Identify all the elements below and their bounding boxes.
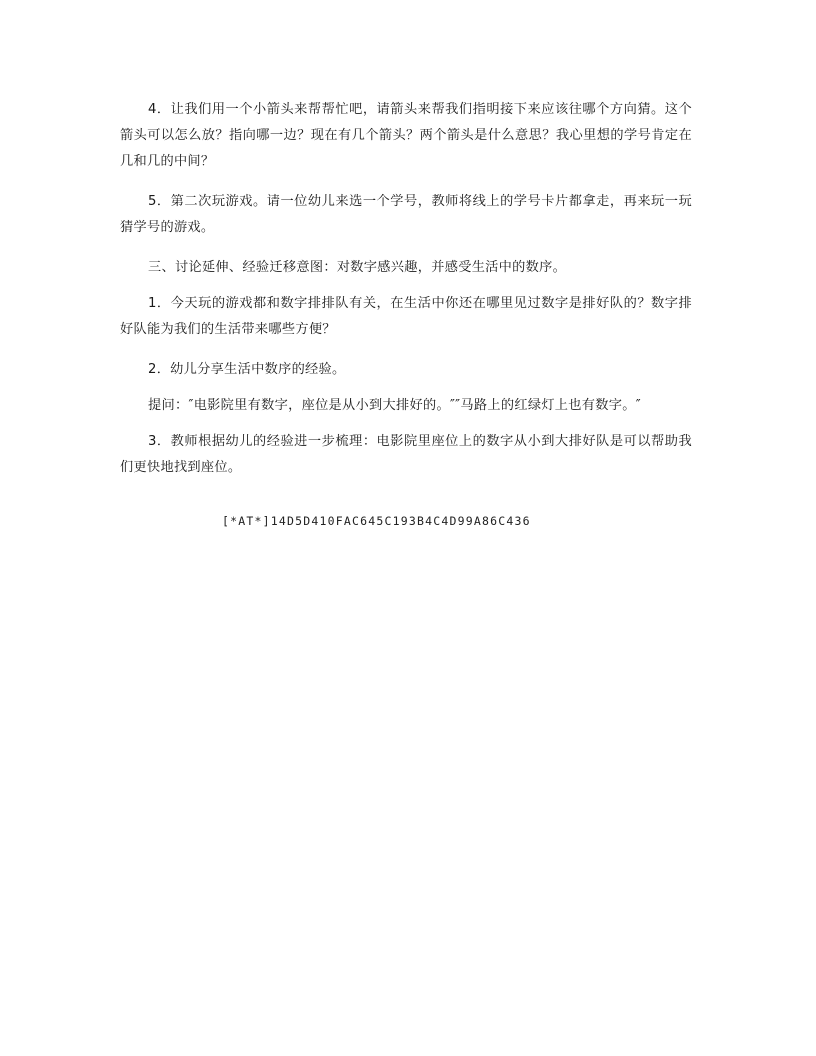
paragraph-discussion-2: 2．幼儿分享生活中数序的经验。	[148, 362, 346, 377]
paragraph-step-5: 5．第二次玩游戏。请一位幼儿来选一个学号，教师将线上的学号卡片都拿走，再来玩一玩猜学号的游戏。	[120, 194, 692, 235]
paragraph-discussion-1: 1．今天玩的游戏都和数字排排队有关，在生活中你还在哪里见过数字是排好队的？数字排好队能为我们的生活带来哪些方便？	[120, 296, 692, 337]
paragraph-step-4: 4．让我们用一个小箭头来帮帮忙吧，请箭头来帮我们指明接下来应该往哪个方向猜。这个箭头可以怎么放？指向哪一边？现在有几个箭头？两个箭头是什么意思？我心里想的学号肯定在几和几的中间？	[120, 102, 692, 169]
paragraph-question: 提问：″电影院里有数字，座位是从小到大排好的。″″马路上的红绿灯上也有数字。″	[148, 398, 641, 413]
document-id-code: [*AT*]14D5D410FAC645C193B4C4D99A86C436	[222, 514, 531, 528]
section-heading-discussion: 三、讨论延伸、经验迁移意图：对数字感兴趣，并感受生活中的数序。	[148, 260, 567, 275]
document-body	[120, 97, 692, 495]
paragraph-discussion-3: 3．教师根据幼儿的经验进一步梳理：电影院里座位上的数字从小到大排好队是可以帮助我们更快地找到座位。	[120, 434, 692, 475]
